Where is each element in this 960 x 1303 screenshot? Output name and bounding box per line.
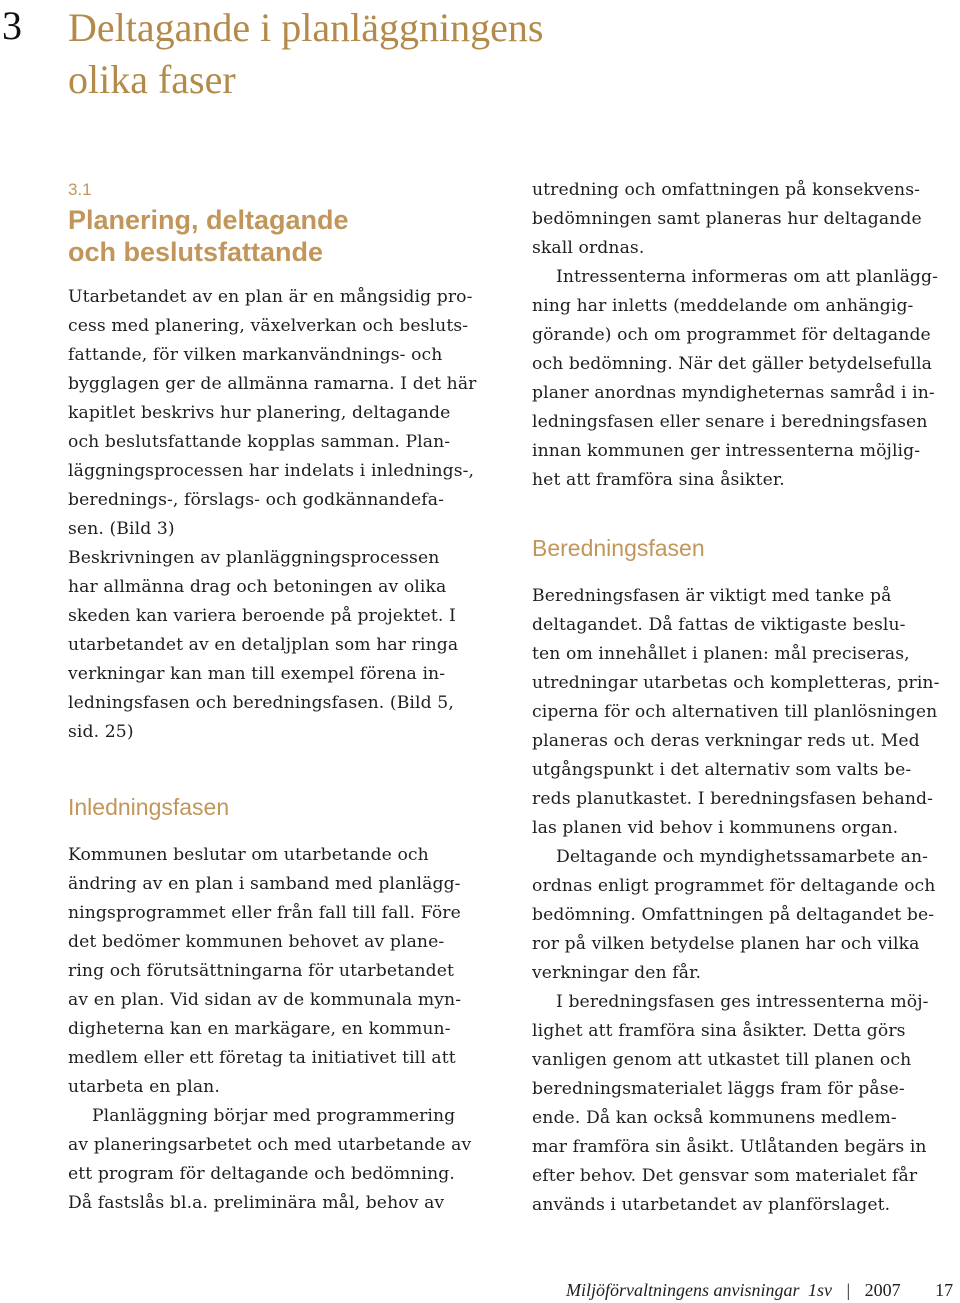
subheading-beredningsfasen: Beredningsfasen [532, 535, 705, 561]
text-line: vanligen genom att utkastet till planen och [532, 1050, 912, 1070]
text-line: utredning och omfattningen på konsekvens- [532, 180, 921, 200]
text-line: och beslutsfattande kopplas samman. Plan- [68, 432, 451, 452]
section-title [68, 204, 349, 268]
text-line: sid. 25) [68, 722, 134, 742]
text-line: ciperna för och alternativen till planlösningen [532, 702, 938, 722]
text-line: av en plan. Vid sidan av de kommunala myn- [68, 990, 462, 1010]
text-line: används i utarbetandet av planförslaget. [532, 1195, 891, 1215]
text-line: lighet att framföra sina åsikter. Detta görs [532, 1021, 906, 1041]
text-line: ende. Då kan också kommunens medlem- [532, 1108, 897, 1128]
text-line: görande) och om programmet för deltagande [532, 325, 931, 345]
text-line: har allmänna drag och betoningen av olika [68, 577, 447, 597]
text-line: läggningsprocessen har indelats i inlednings-, [68, 461, 475, 481]
chapter-title [68, 2, 768, 106]
text-line: skeden kan variera beroende på projektet. I [68, 606, 456, 626]
text-line: Planläggning börjar med programmering [92, 1106, 456, 1126]
text-line: las planen vid behov i kommunens organ. [532, 818, 899, 838]
text-line: fattande, för vilken markanvändnings- och [68, 345, 443, 365]
text-line: planer anordnas myndigheternas samråd i in- [532, 383, 935, 403]
text-line: Beskrivningen av planläggningsprocessen [68, 548, 440, 568]
text-line: ning har inletts (meddelande om anhängig- [532, 296, 914, 316]
chapter-title-line: Deltagande i planläggningens [68, 5, 544, 50]
text-line: Deltagande och myndighetssamarbete an- [556, 847, 929, 867]
text-line: ändring av en plan i samband med planlägg- [68, 874, 461, 894]
text-line: ett program för deltagande och bedömning. [68, 1164, 455, 1184]
page-footer [566, 1280, 953, 1301]
text-line: beredningsmaterialet läggs fram för påse- [532, 1079, 905, 1099]
text-line: ten om innehållet i planen: mål preciseras, [532, 644, 910, 664]
text-line: utgångspunkt i det alternativ som valts be- [532, 760, 912, 780]
text-line: sen. (Bild 3) [68, 519, 175, 539]
publication-issue: 1sv [808, 1280, 832, 1300]
text-line: reds planutkastet. I beredningsfasen behand- [532, 789, 934, 809]
chapter-title-line: olika faser [68, 57, 236, 102]
section-title-line: och beslutsfattande [68, 237, 324, 267]
text-line: verkningar kan man till exempel förena in- [68, 664, 446, 684]
page-number: 17 [935, 1280, 954, 1300]
text-line: ledningsfasen eller senare i beredningsfasen [532, 412, 928, 432]
text-line: cess med planering, växelverkan och besluts- [68, 316, 469, 336]
text-line: bedömning. Omfattningen på deltagandet be- [532, 905, 935, 925]
text-line: det bedömer kommunen behovet av plane- [68, 932, 445, 952]
text-line: Då fastslås bl.a. preliminära mål, behov av [68, 1193, 445, 1213]
text-line: verkningar den får. [532, 963, 702, 983]
text-line: deltagandet. Då fattas de viktigaste beslu- [532, 615, 906, 635]
text-line: innan kommunen ger intressenterna möjlig- [532, 441, 921, 461]
text-line: utredningar utarbetas och kompletteras, prin- [532, 673, 940, 693]
publication-year: 2007 [864, 1280, 901, 1300]
text-line: utarbeta en plan. [68, 1077, 220, 1097]
section-number: 3.1 [68, 180, 92, 199]
subheading-inledningsfasen: Inledningsfasen [68, 794, 230, 820]
text-line: kapitlet beskrivs hur planering, deltagande [68, 403, 451, 423]
text-line: digheterna kan en markägare, en kommun- [68, 1019, 451, 1039]
text-line: och bedömning. När det gäller betydelsefulla [532, 354, 933, 374]
text-line: Utarbetandet av en plan är en mångsidig pro- [68, 287, 473, 307]
publication-title: Miljöförvaltningens anvisningar [566, 1280, 800, 1300]
text-line: berednings-, förslags- och godkännandefa- [68, 490, 445, 510]
text-line: skall ordnas. [532, 238, 645, 258]
text-line: efter behov. Det gensvar som materialet får [532, 1166, 918, 1186]
text-line: ordnas enligt programmet för deltagande och [532, 876, 936, 896]
text-line: bygglagen ger de allmänna ramarna. I det här [68, 374, 477, 394]
footer-separator: | [846, 1280, 851, 1300]
text-line: het att framföra sina åsikter. [532, 470, 785, 490]
text-line: planeras och deras verkningar reds ut. Med [532, 731, 920, 751]
section-title-line: Planering, deltagande [68, 205, 349, 235]
text-line: Intressenterna informeras om att planlägg- [556, 267, 939, 287]
text-line: mar framföra sin åsikt. Utlåtanden begärs in [532, 1137, 927, 1157]
text-line: Kommunen beslutar om utarbetande och [68, 845, 429, 865]
text-line: bedömningen samt planeras hur deltagande [532, 209, 922, 229]
text-line: ror på vilken betydelse planen har och vilka [532, 934, 920, 954]
text-line: utarbetandet av en detaljplan som har ringa [68, 635, 459, 655]
chapter-number: 3 [2, 3, 22, 48]
text-line: I beredningsfasen ges intressenterna möj- [556, 992, 929, 1012]
text-line: ring och förutsättningarna för utarbetandet [68, 961, 455, 981]
text-line: Beredningsfasen är viktigt med tanke på [532, 586, 892, 606]
text-line: medlem eller ett företag ta initiativet till att [68, 1048, 456, 1068]
text-line: ningsprogrammet eller från fall till fall. Före [68, 903, 461, 923]
text-line: av planeringsarbetet och med utarbetande av [68, 1135, 472, 1155]
text-line: ledningsfasen och beredningsfasen. (Bild 5, [68, 693, 454, 713]
